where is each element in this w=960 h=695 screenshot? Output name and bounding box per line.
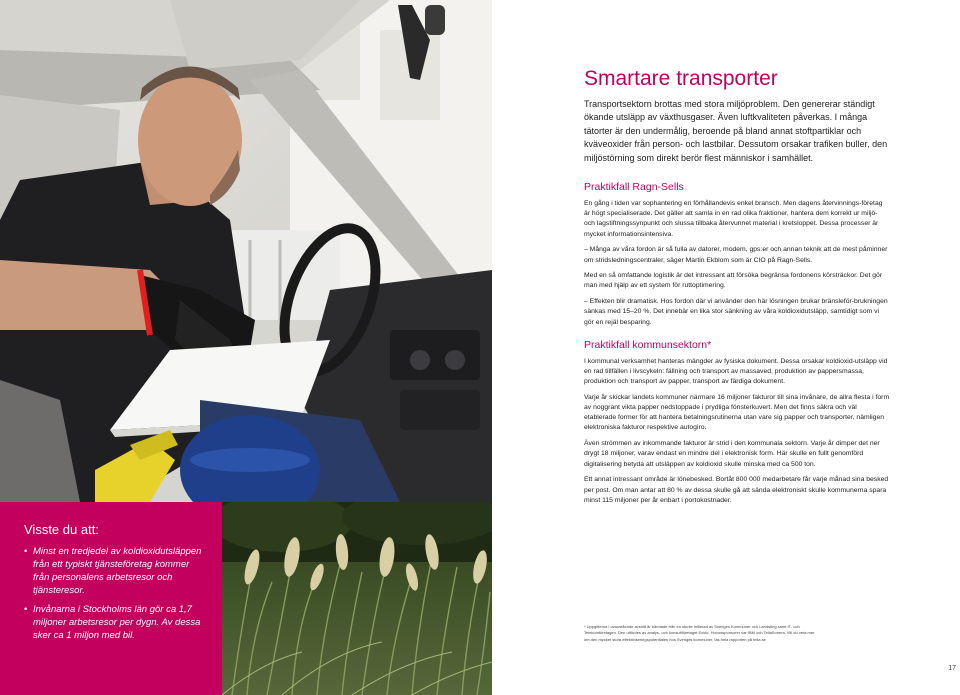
article-title: Smartare transporter [584, 67, 778, 90]
case-kommunsektorn-paragraph: I kommunal verksamhet hanteras mängder av fysiska dokument. Dessa orsakar koldioxid-utsläpp vid en rad tillfällen i livscykeln: fällning och transport av massaved, produktion av pappersmassa, produktion och transport av papper, transport av färdiga dokument. [584, 357, 888, 386]
bullet-icon: • [24, 546, 28, 557]
case-kommunsektorn-paragraph: Ett annat intressant område är lönebesked. Bortåt 800 000 medarbetare får varje månad sina besked per post. Om man antar att 80 % av dessa skulle gå att sända elektroniskt skulle kommunerna spara minst 115 miljoner per år enbart i portokostnader. [584, 476, 889, 504]
photo-reeds [222, 502, 492, 695]
case-kommunsektorn-heading: Praktikfall kommunsektorn* [584, 338, 712, 351]
facts-box [0, 502, 222, 695]
photo-van-driver [0, 0, 492, 502]
case-ragn-sells-paragraph: – Effekten blir dramatisk. Hos fordon där vi använder den här lösningen brukar bränsleför-brukningen sänkas med 15–20 %. Det innebär en lika stor sänkning av våra koldioxidutsläpp, samtidigt som vi gör en rejäl besparing. [584, 298, 888, 326]
facts-heading: Visste du att: [24, 522, 99, 537]
case-ragn-sells-paragraph: Med en så omfattande logistik är det intressant att försöka begränsa fordonens körsträckor. Det gör man med hjälp av ett system för ruttoptimering. [584, 272, 883, 290]
reeds-illustration [222, 502, 492, 695]
case-ragn-sells-paragraph: – Många av våra fordon är så fulla av datorer, modem, gps:er och annan teknik att de mest påminner om stridsledningscentraler, säger Martin Ekblom som är CIO på Ragn-Sells. [584, 246, 888, 264]
article-column [584, 66, 890, 511]
case-ragn-sells-paragraph: En gång i tiden var sophantering en förhållandevis enkel bransch. Men dagens återvinnings-företag är högt specialiserade. Det gäller att samla in en rad olika fraktioner, hantera dem korrekt ur miljö- och lagstiftningssynpunkt och slussa tillbaka återvunnet material i kretsloppet. Dessa processer är mycket informationsintensiva. [584, 200, 883, 238]
facts-item-text: Invånarna i Stockholms län gör ca 1,7 miljoner arbetsresor per dygn. Av dessa sker ca 1 miljon med bil. [33, 604, 201, 641]
bullet-icon: • [24, 604, 28, 615]
facts-item [24, 603, 206, 642]
facts-list [24, 545, 206, 642]
case-kommunsektorn-paragraph: Varje år skickar landets kommuner närmare 16 miljoner fakturor till sina invånare, de allra flesta i form av noggrant vikta papper nedstoppade i prydliga fönsterkuvert. Men det finns säkra och väl etablerade former för att hantera betalningsrutinerna utan vare sig papper och transporter, nämligen elektroniska fakturor respektive autogiro. [584, 393, 890, 432]
page-number: 17 [948, 665, 956, 672]
facts-item-text: Minst en tredjedel av koldioxidutsläppen från ett typiskt tjänsteföretag kommer från personalens arbetsresor och tjänsteresor. [33, 546, 202, 596]
case-kommunsektorn-paragraph: Även strömmen av inkommande fakturor är strid i den kommunala sektorn. Varje år dimper det ner drygt 18 miljoner, varav endast en mindre del i elektronisk form. Här skulle en fullt genomförd digitalisering betyda att utsläppen av koldioxid skulle minska med ca 500 ton. [584, 440, 880, 468]
article-lead: Transportsektorn brottas med stora miljöproblem. Den genererar ständigt ökande utsläpp av växthusgaser. Även luftkvaliteten påverkas. I många tätorter är den undermålig, beroende på bland annat stoftpartiklar och kväveoxider från person- och lastbilar. Dessutom orsakar trafiken buller, den miljöstörning som direkt berör flest människor i samhället. [584, 99, 888, 163]
facts-item [24, 545, 206, 597]
case-ragn-sells-heading: Praktikfall Ragn-Sells [584, 181, 684, 194]
footnote: * Uppgifterna i ovanstående avsnitt är hämtade från en studie initierad av Sveriges Kommuner och Landsting samt IT- och Telekomföretagen. Den utfördes av analys- och konsultföretaget Exido. Huvudsponsorer var IBM och TeliaSonera. Vill du veta mer om den mycket stora effektiviseringspotentialen hos Sveriges kommuner, läs hela rapporten på telia.se [584, 624, 815, 642]
van-driver-illustration [0, 0, 492, 502]
